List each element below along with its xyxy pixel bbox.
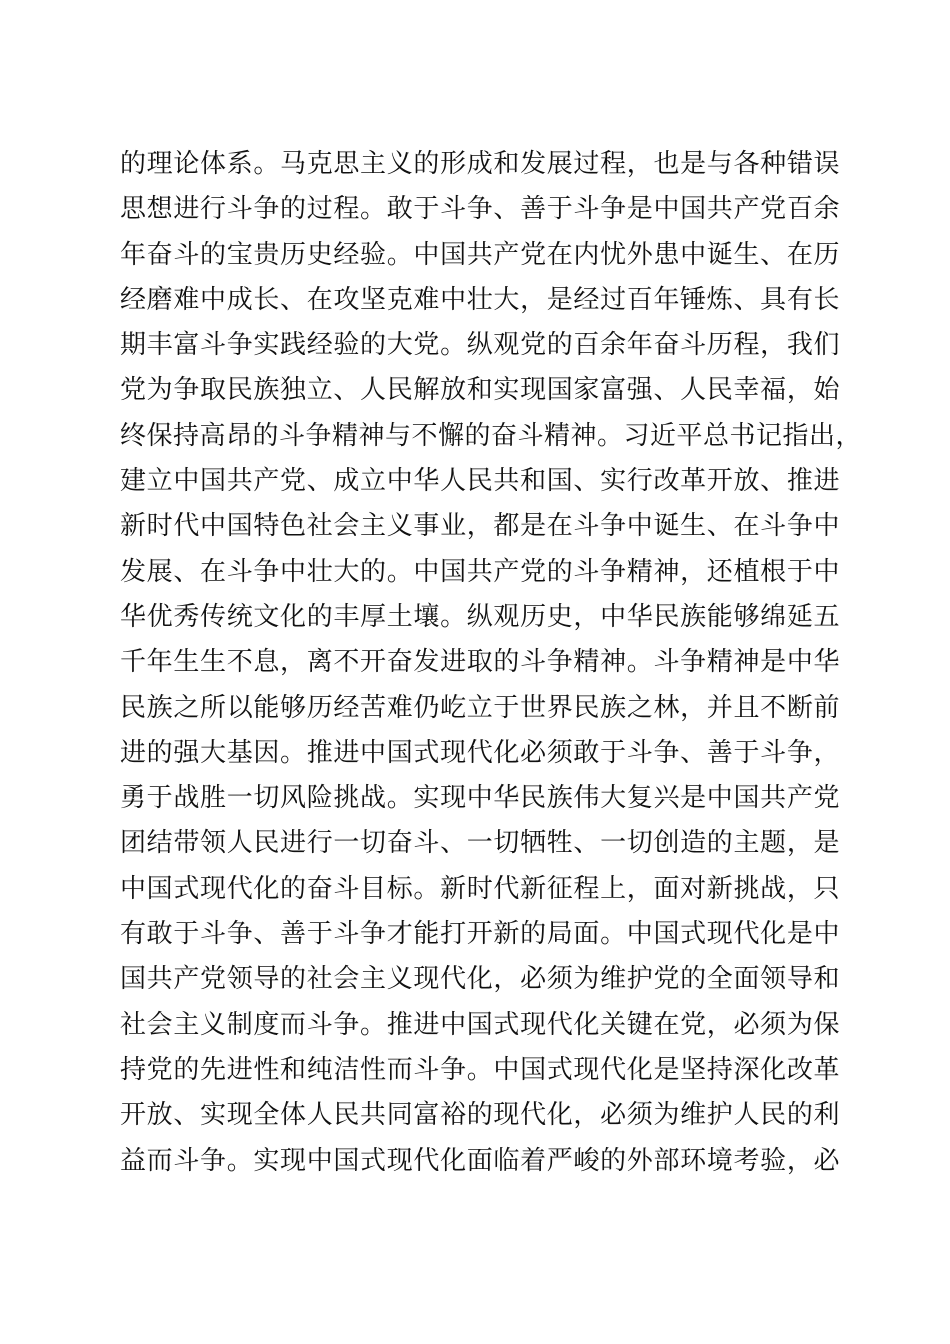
- text-line: 中国式现代化的奋斗目标。新时代新征程上，面对新挑战，只: [120, 873, 840, 904]
- text-line: 团结带领人民进行一切奋斗、一切牺牲、一切创造的主题，是: [120, 828, 840, 859]
- text-line: 发展、在斗争中壮大的。中国共产党的斗争精神，还植根于中: [120, 556, 840, 587]
- text-line: 思想进行斗争的过程。敢于斗争、善于斗争是中国共产党百余: [120, 194, 840, 225]
- text-line: 期丰富斗争实践经验的大党。纵观党的百余年奋斗历程，我们: [120, 330, 840, 361]
- text-line: 建立中国共产党、成立中华人民共和国、实行改革开放、推进: [120, 466, 840, 497]
- text-line: 民族之所以能够历经苦难仍屹立于世界民族之林，并且不断前: [120, 692, 840, 723]
- text-line: 国共产党领导的社会主义现代化，必须为维护党的全面领导和: [120, 964, 840, 995]
- text-line: 终保持高昂的斗争精神与不懈的奋斗精神。习近平总书记指出，: [120, 420, 863, 451]
- text-line: 千年生生不息，离不开奋发进取的斗争精神。斗争精神是中华: [120, 647, 840, 678]
- text-line: 年奋斗的宝贵历史经验。中国共产党在内忧外患中诞生、在历: [120, 239, 840, 270]
- text-line: 经磨难中成长、在攻坚克难中壮大，是经过百年锤炼、具有长: [120, 284, 840, 315]
- text-line: 开放、实现全体人民共同富裕的现代化，必须为维护人民的利: [120, 1100, 840, 1131]
- text-line: 持党的先进性和纯洁性而斗争。中国式现代化是坚持深化改革: [120, 1054, 840, 1085]
- text-line: 华优秀传统文化的丰厚土壤。纵观历史，中华民族能够绵延五: [120, 601, 840, 632]
- text-line: 有敢于斗争、善于斗争才能打开新的局面。中国式现代化是中: [120, 919, 840, 950]
- text-line: 新时代中国特色社会主义事业，都是在斗争中诞生、在斗争中: [120, 511, 840, 542]
- text-line: 勇于战胜一切风险挑战。实现中华民族伟大复兴是中国共产党: [120, 783, 840, 814]
- text-line: 益而斗争。实现中国式现代化面临着严峻的外部环境考验，必: [120, 1145, 840, 1176]
- body-text: [120, 142, 863, 1184]
- text-line: 党为争取民族独立、人民解放和实现国家富强、人民幸福，始: [120, 375, 840, 406]
- text-line: 社会主义制度而斗争。推进中国式现代化关键在党，必须为保: [120, 1009, 840, 1040]
- text-line: 的理论体系。马克思主义的形成和发展过程，也是与各种错误: [120, 149, 840, 179]
- text-line: 进的强大基因。推进中国式现代化必须敢于斗争、善于斗争，: [120, 737, 840, 768]
